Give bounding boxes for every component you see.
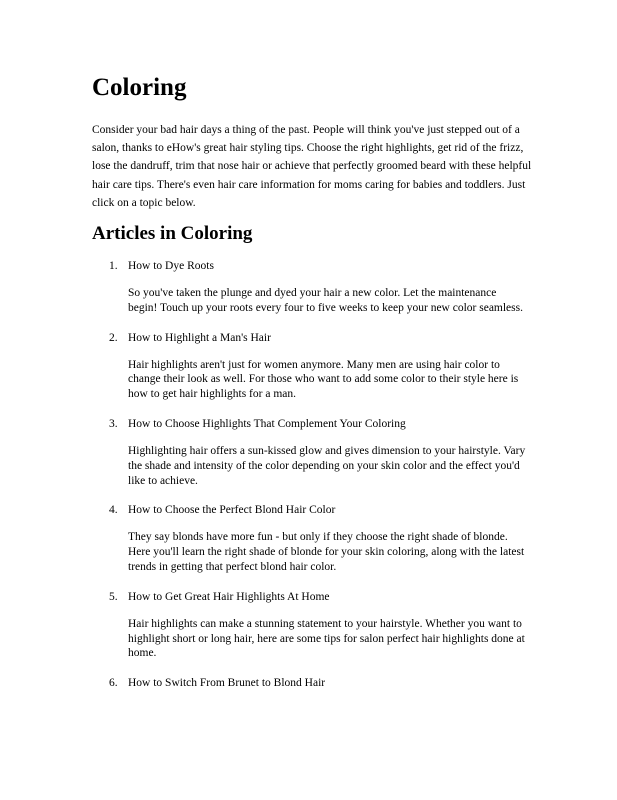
article-number: 6. bbox=[109, 677, 118, 690]
article-link[interactable]: How to Choose the Perfect Blond Hair Color bbox=[128, 504, 336, 517]
article-item bbox=[92, 331, 532, 402]
article-description: Hair highlights can make a stunning statement to your hairstyle. Whether you want to highlight short or long hair, here are some tips for salon perfect hair highlights done at home. bbox=[128, 617, 525, 660]
article-description: So you've taken the plunge and dyed your hair a new color. Let the maintenance begin! Touch up your roots every four to five weeks to keep your new color seamless. bbox=[128, 287, 523, 314]
article-link[interactable]: How to Dye Roots bbox=[128, 260, 214, 273]
article-number: 1. bbox=[109, 260, 118, 273]
article-item bbox=[92, 503, 532, 574]
articles-list bbox=[92, 259, 532, 691]
article-link[interactable]: How to Switch From Brunet to Blond Hair bbox=[128, 677, 326, 690]
document-page bbox=[92, 70, 532, 691]
article-description: They say blonds have more fun - but only if they choose the right shade of blonde. Here you'll learn the right shade of blonde for your skin coloring, along with the latest trends in getting that perfect blond hair color. bbox=[128, 531, 525, 573]
article-number: 2. bbox=[109, 331, 118, 344]
article-number: 4. bbox=[109, 504, 118, 517]
section-heading: Articles in Coloring bbox=[92, 223, 253, 245]
article-link[interactable]: How to Choose Highlights That Complement Your Coloring bbox=[128, 418, 406, 430]
article-link[interactable]: How to Highlight a Man's Hair bbox=[128, 331, 271, 344]
article-item bbox=[92, 590, 532, 661]
article-item bbox=[92, 676, 532, 691]
article-item bbox=[92, 259, 532, 316]
article-link[interactable]: How to Get Great Hair Highlights At Home bbox=[128, 590, 330, 603]
page-title: Coloring bbox=[92, 74, 187, 101]
article-number: 3. bbox=[109, 418, 118, 430]
intro-paragraph: Consider your bad hair days a thing of the past. People will think you've just stepped out of a salon, thanks to eHow's great hair styling tips. Choose the right highlights, get rid of the frizz, lose the dandruff, trim that nose hair or achieve that perfectly groomed beard with these helpful hair care tips. There's even hair care information for moms caring for babies and toddlers. Just click on a topic below. bbox=[92, 124, 532, 209]
article-description: Hair highlights aren't just for women anymore. Many men are using hair color to change their look as well. For those who want to add some color to their style here is how to get hair highlights for a man. bbox=[128, 358, 519, 401]
article-description: Highlighting hair offers a sun-kissed glow and gives dimension to your hairstyle. Vary the shade and intensity of the color depending on your skin color and the effect you'd like to achieve. bbox=[128, 445, 526, 487]
article-item bbox=[92, 417, 532, 488]
article-number: 5. bbox=[109, 590, 118, 603]
